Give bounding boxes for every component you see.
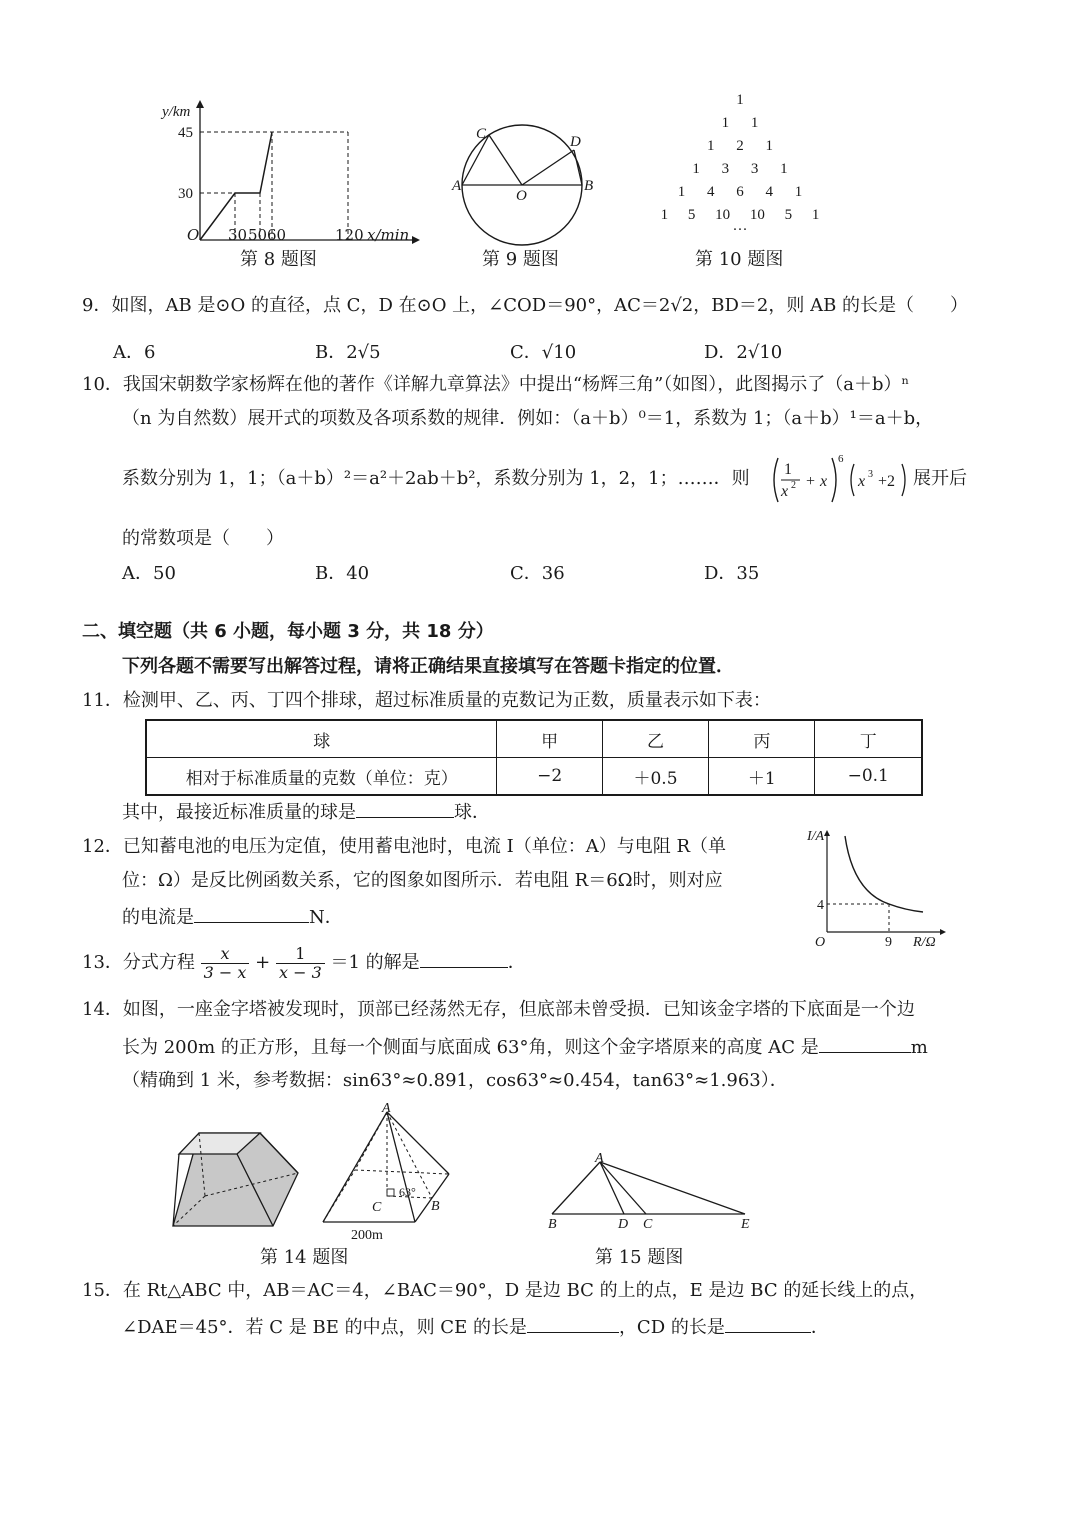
table-header-cell: 乙 (602, 720, 708, 758)
q10-line-3-prefix: 系数分别为 1，1；（a＋b）²＝a²＋2ab＋b²，系数分别为 1，2，1；……．则 (122, 468, 750, 489)
fig14-label-base: 200m (351, 1228, 383, 1243)
q13-plus: + (255, 952, 271, 973)
q10-line-2: （n 为自然数）展开式的项数及各项系数的规律．例如：（a＋b）⁰＝1，系数为 1；（a＋b）¹＝a＋b， (122, 408, 934, 429)
fig14-label-a: A (382, 1101, 391, 1116)
fig8-xtick-30-text: 30 (228, 226, 248, 244)
fig14-label-angle: 63° (399, 1185, 416, 1199)
fig8-ytick-30: 30 (178, 186, 193, 202)
table-header-cell: 丙 (709, 720, 815, 758)
table-cell: −2 (497, 758, 602, 796)
figure-14-pyramids (165, 1100, 465, 1245)
q11-stem: 11．检测甲、乙、丙、丁四个排球，超过标准质量的克数记为正数，质量表示如下表： (82, 690, 771, 711)
fig10-caption: 第 10 题图 (695, 249, 784, 270)
table-cell: −0.1 (815, 758, 922, 796)
fig15-label-c: C (643, 1217, 653, 1232)
q14-answer-blank[interactable] (819, 1034, 911, 1053)
q11-answer-prefix: 其中，最接近标准质量的球是 (122, 802, 356, 823)
triangle-row-4: 1 3 3 1 (692, 161, 788, 177)
q10-option-b: B．40 (315, 563, 370, 584)
q13-prefix: 13．分式方程 (82, 952, 195, 973)
table-header-cell: 甲 (497, 720, 602, 758)
q9-option-c: C．√10 (510, 342, 577, 363)
table-cell: 相对于标准质量的克数（单位：克） (146, 758, 497, 796)
fig9-label-b: B (584, 178, 594, 194)
q10-option-a: A．50 (122, 563, 176, 584)
q10-line-3-suffix: 展开后 (913, 468, 967, 489)
fig15-label-b: B (548, 1217, 557, 1232)
table-cell: ＋1 (709, 758, 815, 796)
fig9-label-c: C (476, 126, 487, 142)
q11-answer-blank[interactable] (356, 799, 454, 818)
fig8-y-label: y/km (162, 104, 191, 120)
svg-text:1: 1 (784, 461, 792, 478)
fig8-ytick-45: 45 (178, 125, 193, 141)
q9-option-a: A．6 (113, 342, 156, 363)
yanghui-triangle (640, 90, 840, 240)
q15-line-1: 15．在 Rt△ABC 中，AB＝AC＝4，∠BAC＝90°，D 是边 BC 的上的点，E 是边 BC 的延长线上的点， (82, 1280, 928, 1301)
q14-line-3: （精确到 1 米，参考数据：sin63°≈0.891，cos63°≈0.454，tan63°≈1.963）． (122, 1070, 788, 1091)
table-cell: ＋0.5 (602, 758, 708, 796)
fig14-label-b: B (431, 1199, 440, 1214)
q12-inverse-graph (805, 822, 950, 952)
q15-suffix: ． (810, 1317, 829, 1338)
q10-option-c: C．36 (510, 563, 565, 584)
q15-line-2 (122, 1314, 829, 1340)
fig9-label-d: D (570, 134, 581, 150)
q13-frac2-den: x − 3 (278, 962, 322, 982)
triangle-ellipsis: ··· (732, 222, 748, 238)
q13-equals: ＝1 的解是 (330, 952, 420, 973)
fig8-xtick-120: 120 (335, 226, 364, 244)
q14-line-1: 14．如图，一座金字塔被发现时，顶部已经荡然无存，但底部未曾受损．已知该金字塔的下底面是一个边 (82, 999, 915, 1020)
fig15-label-a: A (595, 1151, 604, 1166)
triangle-row-2: 1 1 (721, 115, 759, 131)
q15-prefix: ∠DAE＝45°．若 C 是 BE 的中点，则 CE 的长是 (122, 1317, 527, 1338)
fig14-label-c: C (372, 1200, 382, 1215)
fig8-xtick-50: 50 (248, 226, 268, 244)
svg-text:+2: +2 (878, 473, 896, 490)
q15-mid: ，CD 的长是 (618, 1317, 725, 1338)
fig8-xtick-60: 60 (267, 226, 287, 244)
q12-graph-y-label: I/A (807, 829, 825, 844)
table-header-cell: 丁 (815, 720, 922, 758)
q12-line-2: 位：Ω）是反比例函数关系，它的图象如图所示．若电阻 R＝6Ω时，则对应 (122, 870, 723, 891)
q15-cd-blank[interactable] (725, 1314, 811, 1333)
q9-option-b: B．2√5 (315, 342, 381, 363)
q13-suffix: ． (507, 952, 526, 973)
fig15-label-e: E (741, 1217, 750, 1232)
q9-option-d: D．2√10 (704, 342, 783, 363)
table-row (146, 720, 922, 758)
fig9-label-o: O (516, 188, 527, 204)
svg-text:6: 6 (838, 453, 844, 465)
triangle-row-3: 1 2 1 (707, 138, 773, 154)
q12-answer-blank[interactable] (194, 904, 309, 923)
q14-prefix: 长为 200m 的正方形，且每一个侧面与底面成 63°角，则这个金字塔原来的高度 AC 是 (122, 1037, 819, 1058)
figure-9-circle (450, 118, 600, 248)
svg-text:+: + (806, 473, 816, 490)
q11-answer-line (122, 799, 490, 825)
q10-line-4: 的常数项是（ ） (122, 528, 284, 549)
svg-text:2: 2 (791, 480, 796, 491)
q12-suffix: N． (309, 907, 343, 928)
triangle-row-1: 1 (736, 92, 744, 108)
fig15-label-d: D (618, 1217, 629, 1232)
q9-stem: 9．如图，AB 是⊙O 的直径，点 C，D 在⊙O 上，∠COD＝90°，AC＝2√2，BD＝2，则 AB 的长是（ ） (82, 295, 969, 316)
svg-text:x: x (858, 473, 866, 490)
q10-option-d: D．35 (704, 563, 760, 584)
fig15-caption: 第 15 题图 (595, 1247, 684, 1268)
triangle-row-5: 1 4 6 4 1 (677, 184, 803, 200)
section-2-instruction: 下列各题不需要写出解答过程，请将正确结果直接填写在答题卡指定的位置． (122, 656, 734, 677)
fig14-caption: 第 14 题图 (260, 1247, 349, 1268)
q13-fraction-2 (276, 945, 325, 982)
q12-prefix: 的电流是 (122, 907, 194, 928)
svg-text:3: 3 (868, 469, 873, 480)
q12-graph-origin: O (815, 935, 826, 950)
q12-graph-x-tick: 9 (885, 935, 892, 950)
fig8-x-label: x/min (367, 226, 410, 244)
q12-graph-x-label: R/Ω (913, 935, 936, 950)
q11-table (145, 719, 923, 796)
q10-line-1: 10．我国宋朝数学家杨辉在他的著作《详解九章算法》中提出“杨辉三角”（如图），此图揭示了（a＋b）ⁿ (82, 374, 910, 395)
fig9-label-a: A (452, 178, 462, 194)
q13-frac1-den: 3 − x (203, 962, 247, 982)
fig9-caption: 第 9 题图 (482, 249, 559, 270)
q12-graph-y-tick: 4 (817, 898, 824, 913)
q13-frac1-num: x (201, 945, 250, 964)
svg-text:x: x (820, 473, 828, 490)
q11-answer-suffix: 球． (454, 802, 490, 823)
fig8-origin-text: O (187, 226, 200, 244)
q13-frac2-num: 1 (276, 945, 325, 964)
table-row (146, 758, 922, 796)
fig8-caption: 第 8 题图 (240, 249, 317, 270)
q14-line-2 (122, 1034, 928, 1060)
figure-15-triangle (540, 1150, 765, 1235)
q13-answer-blank[interactable] (420, 949, 508, 968)
q13-fraction-1 (201, 945, 250, 982)
q14-suffix: m (910, 1037, 928, 1058)
q12-line-1: 12．已知蓄电池的电压为定值，使用蓄电池时，电流 I（单位：A）与电阻 R（单 (82, 836, 727, 857)
q12-line-3 (122, 904, 343, 930)
svg-text:x: x (781, 483, 789, 500)
q13-line (82, 940, 526, 986)
table-header-cell: 球 (146, 720, 497, 758)
triangle-row-6: 1 5 10 10 5 1 (660, 207, 820, 223)
section-2-title: 二、填空题（共 6 小题，每小题 3 分，共 18 分） (82, 621, 494, 642)
q15-ce-blank[interactable] (527, 1314, 619, 1333)
